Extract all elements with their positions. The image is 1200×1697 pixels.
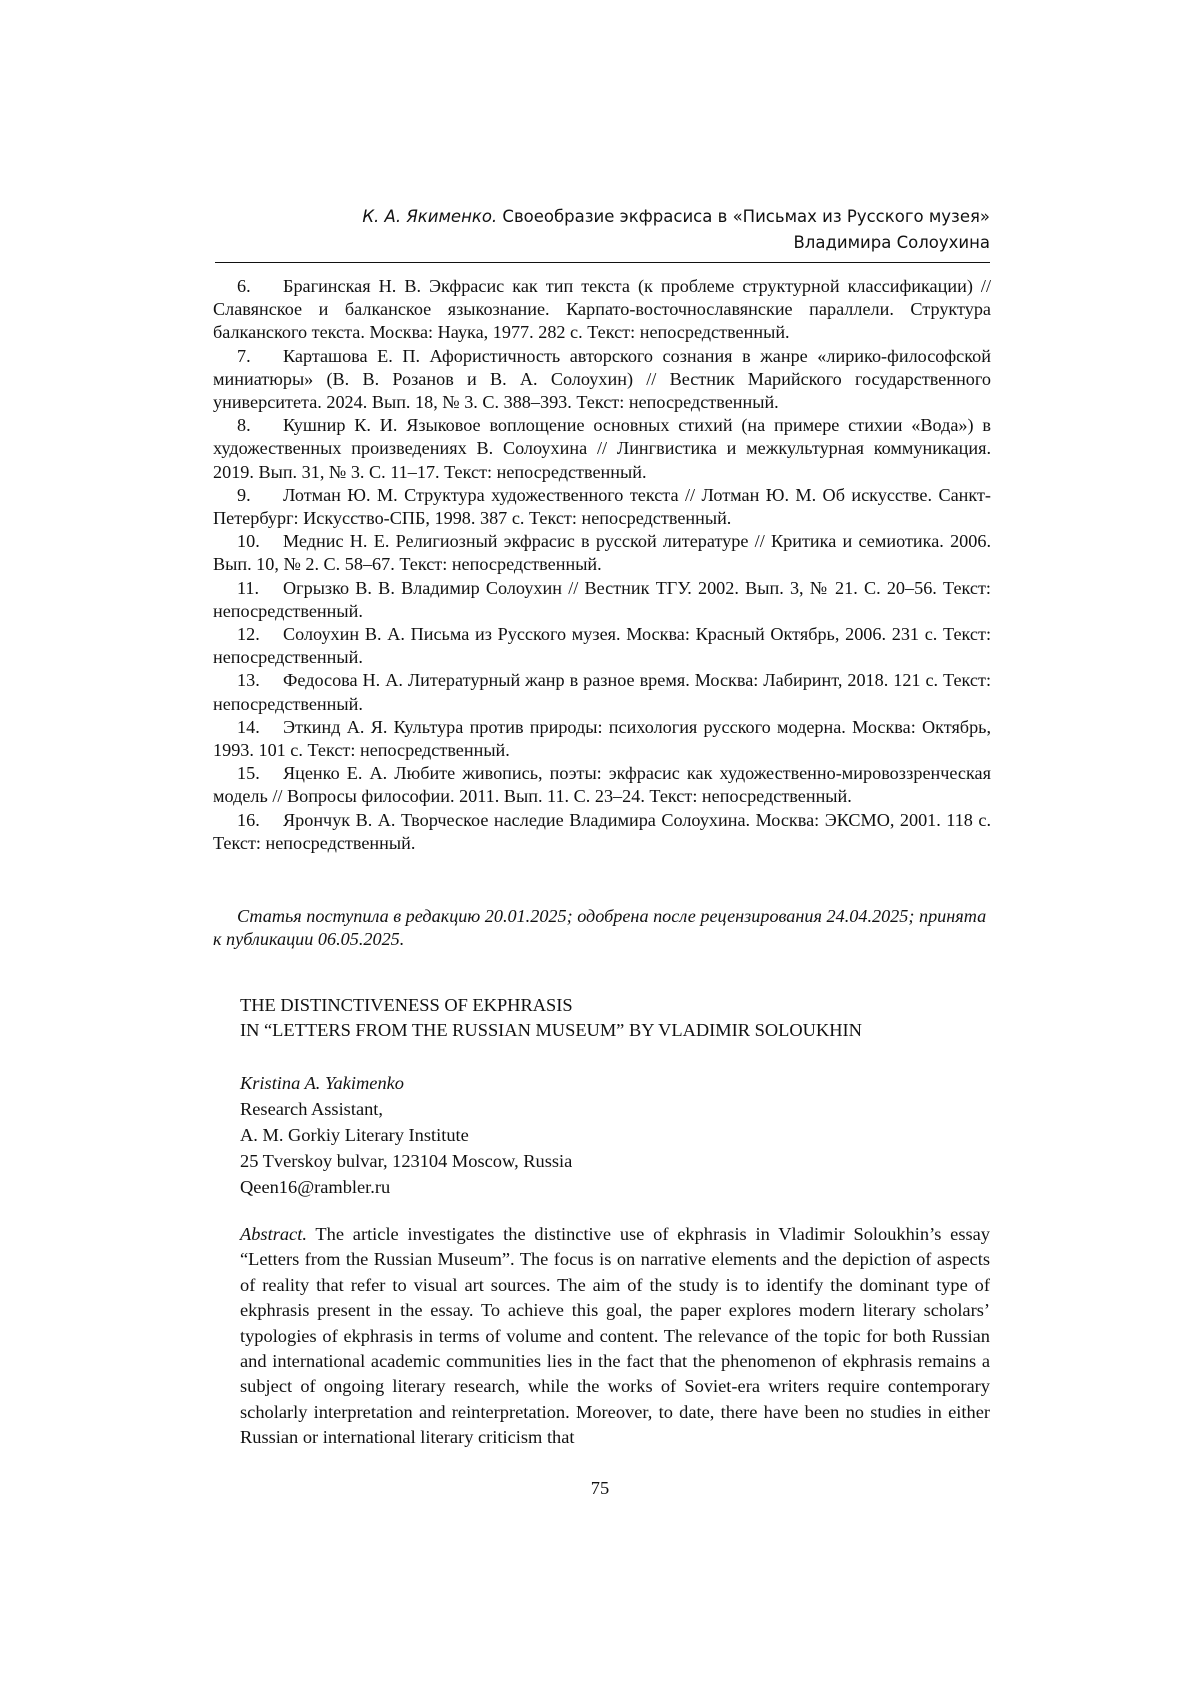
reference-item — [213, 345, 991, 415]
running-header-authors: К. А. Якименко. — [362, 207, 498, 226]
abstract — [240, 1222, 990, 1451]
reference-number: 11. — [237, 577, 260, 598]
reference-item — [213, 809, 991, 855]
reference-text: Ярончук В. А. Творческое наследие Владимира Солоухина. Москва: ЭКСМО, 2001. 118 с. Текст: непосредственный. — [213, 809, 991, 853]
reference-list — [213, 275, 991, 855]
running-header-title-part1: Своеобразие экфрасиса в «Письмах из Русского музея» — [502, 207, 990, 226]
reference-item — [213, 762, 991, 808]
reference-number: 7. — [237, 345, 251, 366]
reference-item — [213, 669, 991, 715]
reference-text: Огрызко В. В. Владимир Солоухин // Вестник ТГУ. 2002. Вып. 3, № 21. С. 20–56. Текст: непосредственный. — [213, 577, 991, 621]
running-header-title-part2: Владимира Солоухина — [793, 233, 990, 252]
reference-number: 9. — [237, 484, 251, 505]
reference-item — [213, 530, 991, 576]
reference-text: Кушнир К. И. Языковое воплощение основных стихий (на примере стихии «Вода») в художественных произведениях В. Солоухина // Лингвистика и межкультурная коммуникация. 2019. Вып. 31, № 3. С. 11–17. Текст: непосредственный. — [213, 415, 991, 482]
submission-dates: Статья поступила в редакцию 20.01.2025; одобрена после рецензирования 24.04.2025; принята к публикации 06.05.2025. — [213, 906, 987, 950]
abstract-label: Abstract. — [240, 1224, 307, 1244]
running-header — [215, 204, 990, 256]
reference-text: Карташова Е. П. Афористичность авторского сознания в жанре «лирико-философской миниатюры» (В. В. Розанов и В. А. Солоухин) // Вестник Марийского государственного университета. 2024. Вып. 18, № 3. С. 388–393. Текст: непосредственный. — [213, 345, 991, 413]
reference-text: Брагинская Н. В. Экфрасис как тип текста (к проблеме структурной классификации) // Славянское и балканское языкознание. Карпато-восточнославянские параллели. Структура балканского текста. Москва: Наука, 1977. 282 с. Текст: непосредственный. — [213, 276, 991, 343]
reference-text: Солоухин В. А. Письма из Русского музея. Москва: Красный Октябрь, 2006. 231 с. Текст: непосредственный. — [213, 624, 991, 668]
english-article-title — [240, 993, 862, 1043]
reference-item — [213, 577, 991, 623]
reference-text: Яценко Е. А. Любите живопись, поэты: экфрасис как художественно-мировоззренческая модель // Вопросы философии. 2011. Вып. 11. С. 23–24. Текст: непосредственный. — [213, 763, 991, 807]
reference-number: 10. — [237, 531, 260, 552]
author-address: 25 Tverskoy bulvar, 123104 Moscow, Russia — [240, 1151, 573, 1171]
header-divider — [215, 262, 990, 263]
reference-text: Эткинд А. Я. Культура против природы: психология русского модерна. Москва: Октябрь, 1993. 101 с. Текст: непосредственный. — [213, 716, 991, 761]
author-email: Qeen16@rambler.ru — [240, 1177, 391, 1197]
reference-item — [213, 623, 991, 669]
reference-item — [213, 275, 991, 345]
author-info — [240, 1070, 572, 1200]
reference-text: Лотман Ю. М. Структура художественного текста // Лотман Ю. М. Об искусстве. Санкт-Петербург: Искусство-СПБ, 1998. 387 с. Текст: непосредственный. — [213, 484, 991, 529]
reference-number: 8. — [237, 415, 251, 436]
author-position: Research Assistant, — [240, 1099, 384, 1119]
english-title-line2: IN “LETTERS FROM THE RUSSIAN MUSEUM” BY VLADIMIR SOLOUKHIN — [240, 1020, 862, 1040]
reference-number: 16. — [237, 809, 260, 830]
english-title-line1: THE DISTINCTIVENESS OF EKPHRASIS — [240, 995, 573, 1015]
page-number: 75 — [590, 1478, 610, 1498]
reference-number: 14. — [237, 716, 260, 737]
reference-item — [213, 484, 991, 530]
reference-text: Федосова Н. А. Литературный жанр в разное время. Москва: Лабиринт, 2018. 121 с. Текст: непосредственный. — [213, 670, 991, 714]
author-name: Kristina A. Yakimenko — [240, 1073, 404, 1093]
abstract-text: The article investigates the distinctive use of ekphrasis in Vladimir Soloukhin’s essay “Letters from the Russian Museum”. The focus is on narrative elements and the depiction of aspects of reality that refer to visual art sources. The aim of the study is to identify the dominant type of ekphrasis present in the essay. To achieve this goal, the paper explores modern literary scholars’ typologies of ekphrasis in terms of volume and content. The relevance of the topic for both Russian and international academic communities lies in the fact that the phenomenon of ekphrasis remains a subject of ongoing literary research, while the works of Soviet-era writers require contemporary scholarly interpretation and reinterpretation. Moreover, to date, there have been no studies in either Russian or international literary criticism that — [240, 1224, 990, 1448]
reference-item — [213, 716, 991, 762]
reference-number: 15. — [237, 763, 260, 784]
reference-number: 6. — [237, 276, 251, 296]
running-header-line1 — [215, 204, 990, 230]
reference-item — [213, 414, 991, 484]
reference-number: 13. — [237, 670, 260, 691]
author-institution: A. M. Gorkiy Literary Institute — [240, 1125, 469, 1145]
reference-number: 12. — [237, 624, 260, 645]
reference-text: Меднис Н. Е. Религиозный экфрасис в русской литературе // Критика и семиотика. 2006. Вып. 10, № 2. С. 58–67. Текст: непосредственный. — [213, 531, 991, 575]
